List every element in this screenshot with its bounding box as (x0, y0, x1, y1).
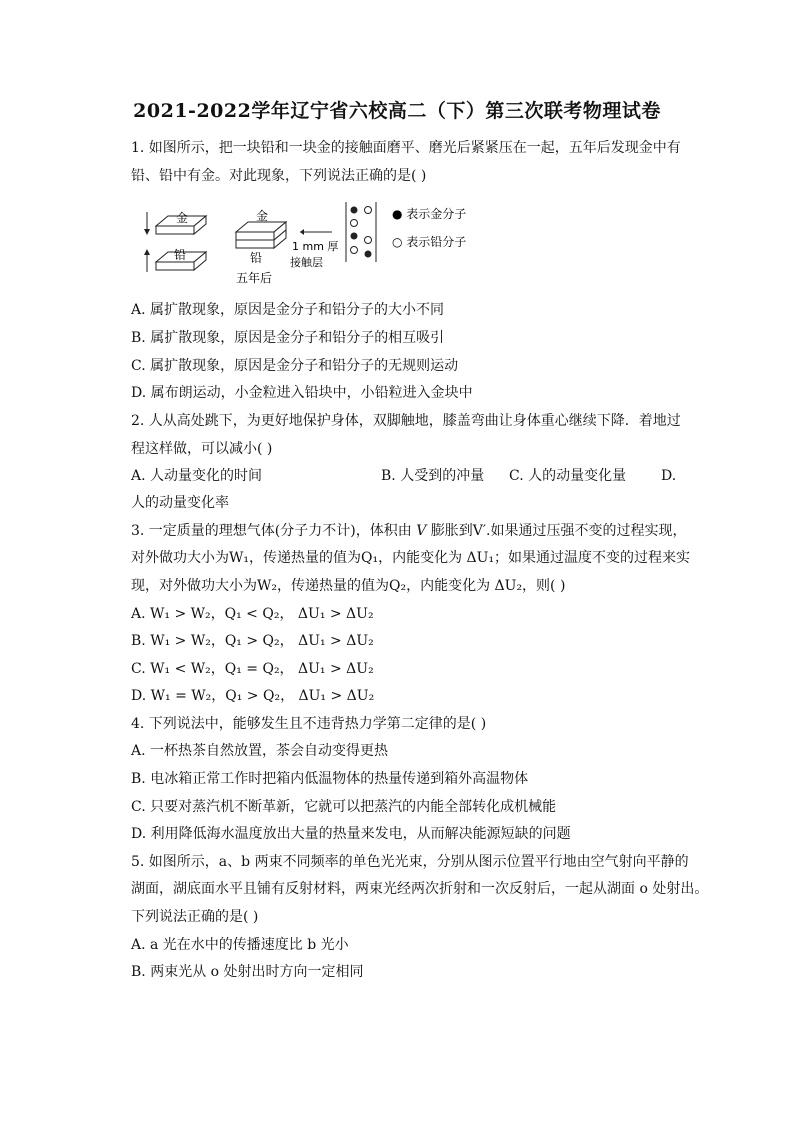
layer-label-1: 1 mm 厚 (292, 240, 339, 253)
down-arrow-icon (144, 212, 150, 235)
q1-option-b: B. 属扩散现象，原因是金分子和铅分子的相互吸引 (131, 330, 445, 346)
q2-option-a: A. 人动量变化的时间 (131, 468, 263, 484)
q4-option-a: A. 一杯热茶自然放置，茶会自动变得更热 (131, 743, 389, 759)
q1-option-c: C. 属扩散现象，原因是金分子和铅分子的无规则运动 (131, 358, 459, 374)
q5-option-b: B. 两束光从 o 处射出时方向一定相同 (131, 964, 364, 980)
lead-label: 铅 (174, 248, 187, 262)
up-arrow-icon (144, 249, 150, 272)
q4-option-c: C. 只要对蒸汽机不断革新，它就可以把蒸汽的内能全部转化成机械能 (131, 799, 557, 815)
left-arrow-icon (300, 229, 332, 235)
q3-option-d: D. W₁ = W₂，Q₁ > Q₂， ΔU₁ > ΔU₂ (131, 688, 375, 704)
q3-text-b: 膨胀到V′.如果通过压强不变的过程实现， (426, 523, 687, 539)
q3-stem-line3: 现，对外做功大小为W₂，传递热量的值为Q₂，内能变化为 ΔU₂，则( ) (131, 578, 566, 594)
q1-option-a: A. 属扩散现象，原因是金分子和铅分子的大小不同 (131, 302, 445, 318)
q2-stem-line2: 程这样做，可以减小( ) (131, 441, 273, 457)
q3-stem-line2: 对外做功大小为W₁，传递热量的值为Q₁，内能变化为 ΔU₁；如果通过温度不变的过程来实 (131, 550, 691, 566)
layer-label-2: 接触层 (290, 256, 323, 269)
q5-stem-line3: 下列说法正确的是( ) (131, 909, 259, 925)
gold2-label: 金 (256, 209, 269, 223)
q2-option-b: B. 人受到的冲量 (381, 468, 485, 484)
q3-option-c: C. W₁ < W₂，Q₁ = Q₂， ΔU₁ > ΔU₂ (131, 661, 374, 677)
q5-stem-line2: 湖面，湖底面水平且铺有反射材料，两束光经两次折射和一次反射后，一起从湖面 o 处射出。 (131, 881, 709, 897)
gold-label: 金 (176, 211, 189, 225)
q2-stem-line1: 2. 人从高处跳下，为更好地保护身体，双脚触地，膝盖弯曲让身体重心继续下降．着地过 (131, 413, 681, 429)
q3-stem-line1 (131, 521, 687, 541)
q4-option-b: B. 电冰箱正常工作时把箱内低温物体的热量传递到箱外高温物体 (131, 771, 529, 787)
molecule-diagram-icon (346, 202, 376, 262)
q4-option-d: D. 利用降低海水温度放出大量的热量来发电，从而解决能源短缺的问题 (131, 826, 571, 842)
q4-stem: 4. 下列说法中，能够发生且不违背热力学第二定律的是( ) (131, 716, 487, 732)
q5-stem-line1: 5. 如图所示，a、b 两束不同频率的单色光光束，分别从图示位置平行地由空气射向平静的 (131, 854, 689, 870)
legend-gold: ● 表示金分子 (392, 207, 467, 221)
q2-option-d: D. (661, 468, 677, 484)
q2-options-row (131, 466, 691, 486)
q1-figure (140, 200, 480, 292)
pressed-blocks-icon (236, 222, 286, 248)
q5-option-a: A. a 光在水中的传播速度比 b 光小 (131, 937, 349, 953)
q3-option-b: B. W₁ > W₂，Q₁ > Q₂， ΔU₁ > ΔU₂ (131, 633, 374, 649)
lead2-label: 铅 (250, 251, 263, 265)
legend-lead: ○ 表示铅分子 (392, 235, 467, 249)
q1-stem-line1: 1. 如图所示，把一块铅和一块金的接触面磨平、磨光后紧紧压在一起，五年后发现金中有 (131, 140, 681, 156)
q2-option-c: C. 人的动量变化量 (509, 468, 627, 484)
after-label: 五年后 (236, 271, 273, 285)
q3-option-a: A. W₁ > W₂，Q₁ < Q₂， ΔU₁ > ΔU₂ (131, 606, 374, 622)
q3-text-a: 3. 一定质量的理想气体(分子力不计)，体积由 (131, 523, 417, 539)
page-title: 2021-2022学年辽宁省六校高二（下）第三次联考物理试卷 (133, 100, 661, 122)
q1-stem-line2: 铅、铅中有金。对此现象，下列说法正确的是( ) (131, 168, 427, 184)
q1-option-d: D. 属布朗运动，小金粒进入铅块中，小铅粒进入金块中 (131, 385, 473, 401)
q2-option-d-cont: 人的动量变化率 (131, 495, 229, 511)
q3-volume-symbol: V (416, 523, 427, 539)
